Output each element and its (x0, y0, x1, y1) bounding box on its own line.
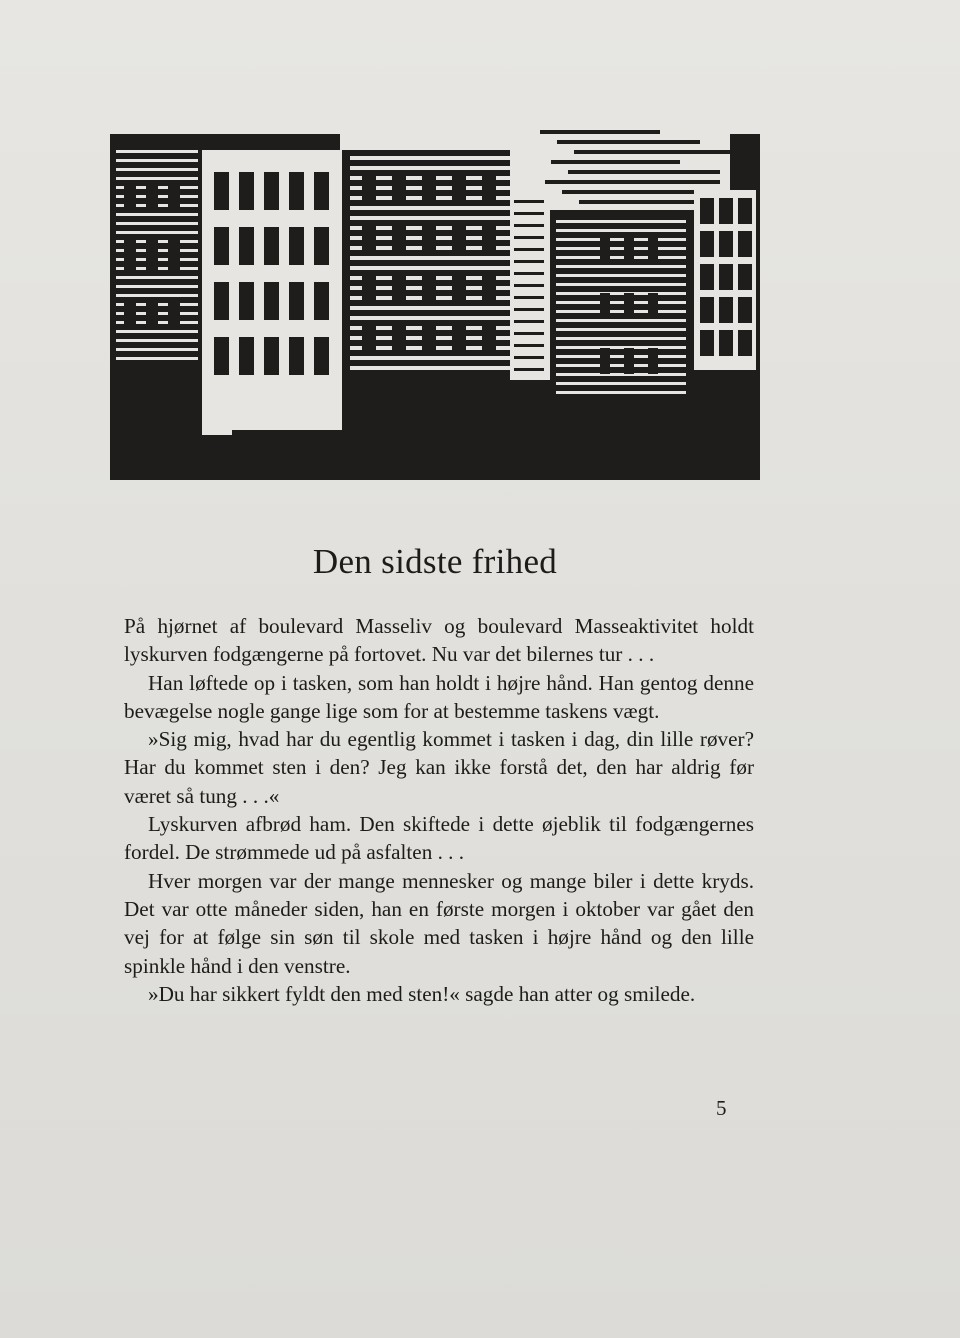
body-text (124, 612, 754, 1008)
paragraph-2: Han løftede op i tasken, som han holdt i højre hånd. Han gentog denne bevægelse nogle gange lige som for at bestemme taskens vægt. (124, 670, 754, 723)
woodcut-buildings-image (110, 120, 760, 480)
paragraph-1: På hjørnet af boulevard Masseliv og boulevard Masseaktivitet holdt lyskurven fodgængerne på fortovet. Nu var det bilernes tur . . . (124, 614, 754, 667)
paragraph-5: Hver morgen var der mange mennesker og mange biler i dette kryds. Det var otte måneder siden, han en første morgen i oktober var gået den vej for at følge sin søn til skole med tasken i højre hånd og den lille spinkle hånd i den venstre. (124, 868, 754, 978)
chapter-title: Den sidste frihed (312, 542, 558, 581)
page-number: 5 (716, 1096, 727, 1120)
woodcut-illustration (110, 120, 760, 480)
paragraph-3: »Sig mig, hvad har du egentlig kommet i tasken i dag, din lille røver? Har du kommet sten i den? Jeg kan ikke forstå det, den har aldrig før været så tung . . .« (124, 727, 754, 808)
paragraph-4: Lyskurven afbrød ham. Den skiftede i dette øjeblik til fodgængernes fordel. De strømmede ud på asfalten . . . (124, 812, 754, 865)
paragraph-6: »Du har sikkert fyldt den med sten!« sagde han atter og smilede. (148, 981, 696, 1006)
